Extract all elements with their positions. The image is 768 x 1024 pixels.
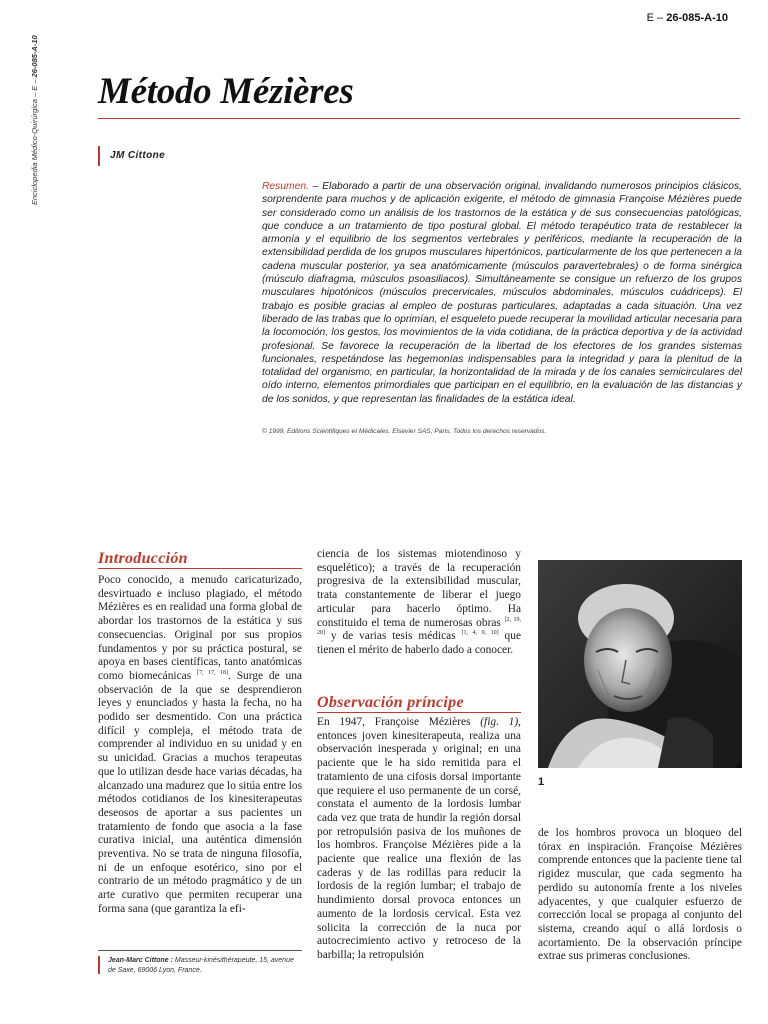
abstract-text: – Elaborado a partir de una observación original, invalidando numerosos principios clásicos, sorprendente para muchos y de aplicación exigente, el método de gimnasia Françoise Mézières puede ser considerado como un análisis de los trastornos de la estática y de sus consecuencias patológicas, que conduce a un tratamiento de tipo postural global. El método terapéutico trata de restablecer la armonía y el equilibrio de los segmentos vertebrales y periféricos, mediante la recuperación de la extensibilidad perdida de los grupos musculares hipertónicos, particularmente de los que pertenecen a la cadena muscular posterior, ya sea anatómicamente (músculos paravertebrales) o de forma sinérgica (músculo diafragma, músculos psoasiliacos). Simultáneamente se consigue un refuerzo de los grupos musculares hipotónicos (músculos precervicales, músculos abdominales, músculos cuádriceps). El trabajo es posible gracias al empleo de posturas particulares, adaptadas a cada situación. Una vez liberado de las trabas que lo oprimían, el esqueleto puede recuperar la movilidad articular necesaria para la locomoción, los gestos, los movimientos de la vida cotidiana, de la práctica deportiva y de la actividad profesional. Se favorece la recuperación de la libertad de los efectores de los grandes sistemas funcionales, respetándose las hegemonías indispensables para la integridad y para la plenitud de la totalidad del organismo, en particular, la horizontalidad de la mirada y de los canales semicirculares del oído interno, elementos primordiales que participan en el equilibrio, en la evaluación de las distancias y de los sonidos, y que representan las finalidades de la estática ideal. — [262, 181, 742, 405]
author-marker — [98, 146, 100, 166]
heading-rule — [317, 712, 521, 713]
copyright: © 1999, Editions Scientifiques et Médicales. Elsevier SAS, Paris. Todos los derechos reservados. — [262, 428, 547, 435]
citation: [1, 4, 9, 10] — [461, 630, 499, 637]
page-title: Método Mézières — [98, 71, 354, 112]
footnote-divider — [98, 950, 302, 951]
author-name: JM Cittone — [110, 150, 166, 161]
heading-observacion: Observación príncipe — [317, 694, 464, 711]
abstract — [262, 180, 742, 406]
abstract-lead: Resumen. — [262, 181, 309, 192]
intro-paragraph: Poco conocido, a menudo caricaturizado, desvirtuado e incluso plagiado, el método Mézières es en realidad una forma global de abordar los trastornos de la estática y sus consecuencias. Original por sus propios fundamentos y por su práctica postural, se apoya en bases científicas, tanto anatómicas como biomecánicas [7, 17, 18]. Surge de una observación de la que se desprendieron leyes y enunciados y hasta la fecha, no ha podido ser desmentido. Con una práctica difícil y compleja, el método trata de comprender al individuo en su unidad y en su unicidad. Gracias a muchos terapeutas que lo utilizan desde hace varias décadas, ha alcanzado una madurez que lo sitúa entre los métodos cotidianos de los kinesiterapeutas deseosos de aportar a sus pacientes un tratamiento de fondo que asocia a la fase curativa inicial, una auténtica dimensión preventiva. No se trata de ninguna filosofía, ni de un enfoque esotérico, sino por el contrario de un método pragmático y de un arte curativo que permiten recuperar una forma sana (que garantiza la efi- — [98, 574, 302, 915]
observacion-paragraph-continued: de los hombros provoca un bloqueo del tórax en inspiración. Françoise Mézières comprende entonces que la paciente tiene tal rigidez muscular, que cada segmento ha perdido su autonomía frente a los niveles adyacentes, y que cualquier esfuerzo de corrección local se propaga al conjunto del sistema, creando aquí o allá lordosis o acortamiento. De la observación príncipe extrae sus primeras conclusiones. — [538, 827, 742, 963]
figure-reference[interactable]: (fig. 1) — [480, 716, 519, 728]
citation: [7, 17, 18] — [197, 670, 229, 677]
heading-rule — [98, 568, 302, 569]
citation: [2, 19, 20] — [317, 616, 521, 637]
title-divider — [98, 118, 740, 119]
intro-paragraph-continued: ciencia de los sistemas miotendinoso y esquelético); a través de la recuperación progresiva de la extensibilidad muscular, trata constantemente de liberar el juego articular para hacerlo óptimo. Ha constituido el tema de numerosas obras [2, 19, 20] y de varias tesis médicas [1, 4, 9, 10] que tienen el mérito de haberlo dado a conocer. — [317, 548, 522, 656]
author-footnote: Jean-Marc Cittone : Masseur-kinésithérapeute, 15, avenue de Saxe, 69006 Lyon, France. — [108, 957, 294, 974]
observacion-paragraph: En 1947, Françoise Mézières (fig. 1), entonces joven kinesiterapeuta, realiza una observación inesperada y original; en una paciente que le ha sido remitida para el tratamiento de una cifosis dorsal importante que requiere el uso permanente de un corsé, constata el aumento de la lordosis lumbar cada vez que trata de hundir la región dorsal por retropulsión pasiva de los muñones de los hombros. Françoise Mézières pide a la paciente que realice una flexión de las caderas y de las rodillas para reducir la lordosis de la región lumbar; el trabajo de hundimiento dorsal provoca entonces un aumento de la lordosis cervical. Esta vez solicita la corrección de la nuca por autocrecimiento activo y retroceso de la barbilla; la retropulsión — [317, 716, 521, 961]
journal-side-label: Enciclopedia Médico-Quirúrgica – E – 26-085-A-10 — [30, 35, 39, 205]
heading-introduccion: Introducción — [98, 550, 188, 567]
footnote-marker — [98, 956, 100, 974]
figure-label: 1 — [538, 776, 545, 788]
portrait-photo — [538, 560, 742, 768]
document-code: E – 26-085-A-10 — [646, 12, 728, 24]
